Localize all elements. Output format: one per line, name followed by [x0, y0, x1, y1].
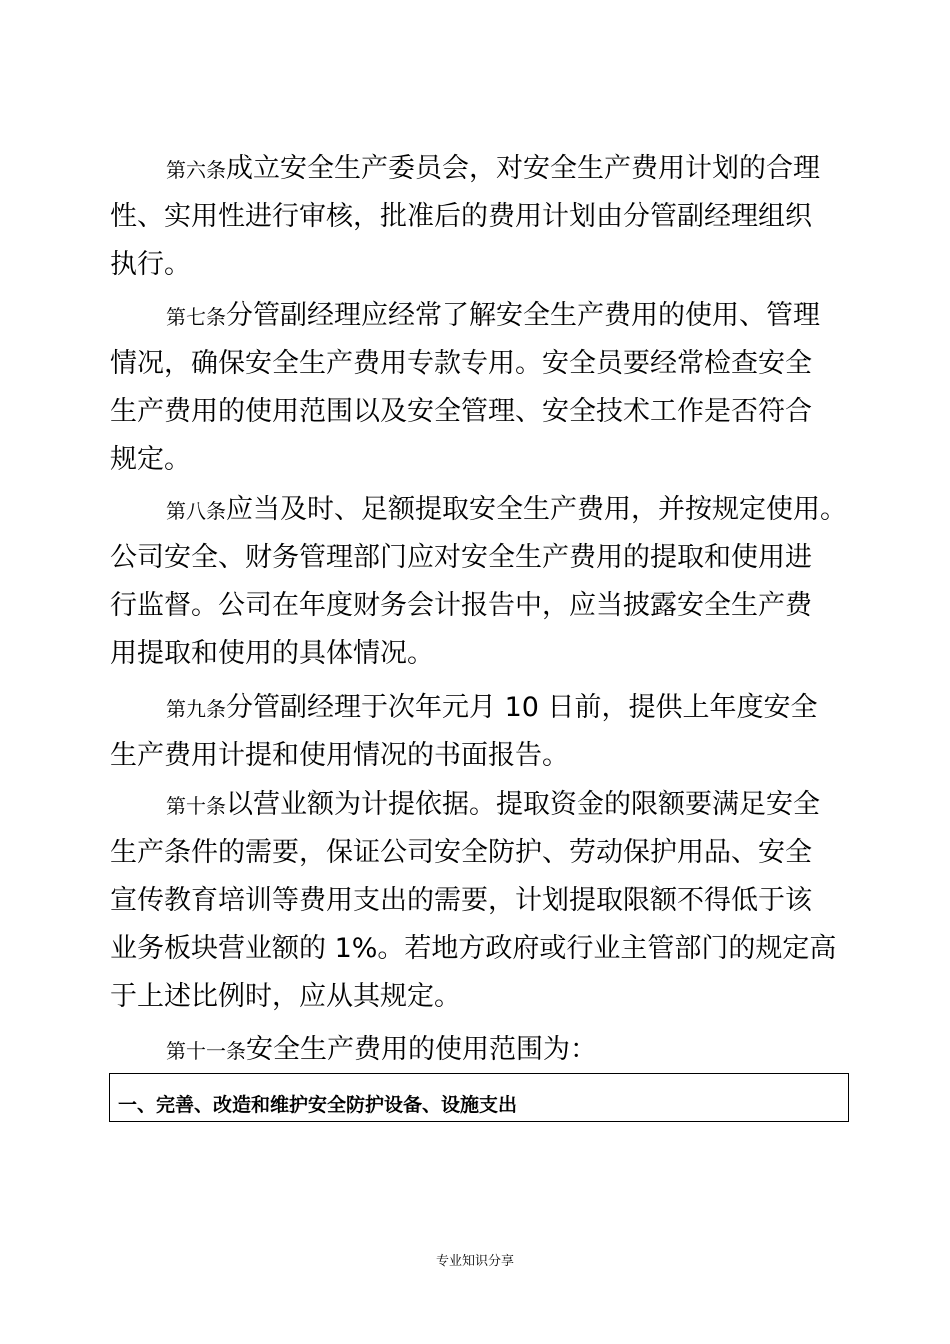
article-8-line-3: 行监督。公司在年度财务会计报告中，应当披露安全生产费 [110, 590, 812, 621]
article-10-line-3: 宣传教育培训等费用支出的需要，计划提取限额不得低于该 [110, 885, 812, 916]
article-9 [110, 684, 850, 780]
article-8-line-2: 公司安全、财务管理部门应对安全生产费用的提取和使用进 [110, 542, 812, 573]
article-9-line-2: 生产费用计提和使用情况的书面报告。 [110, 740, 569, 771]
article-10 [110, 781, 850, 1021]
article-7 [110, 292, 850, 484]
article-7-line-3: 生产费用的使用范围以及安全管理、安全技术工作是否符合 [110, 396, 812, 427]
article-9-line-1: 第九条分管副经理于次年元月 10 日前，提供上年度安全 [166, 692, 818, 723]
article-10-line-2: 生产条件的需要，保证公司安全防护、劳动保护用品、安全 [110, 837, 812, 868]
article-11-line-1: 第十一条安全生产费用的使用范围为： [166, 1034, 597, 1065]
article-10-label: 第十条 [166, 794, 226, 818]
article-8 [110, 486, 850, 678]
article-7-line-2: 情况，确保安全生产费用专款专用。安全员要经常检查安全 [110, 348, 812, 379]
table-row-text: 一、完善、改造和维护安全防护设备、设施支出 [118, 1094, 518, 1116]
article-6-line-2: 性、实用性进行审核，批准后的费用计划由分管副经理组织 [110, 201, 812, 232]
article-8-line-4: 用提取和使用的具体情况。 [110, 638, 434, 669]
article-6-label: 第六条 [166, 158, 226, 182]
usage-scope-table [109, 1073, 849, 1122]
article-6-line-1: 第六条成立安全生产委员会，对安全生产费用计划的合理 [166, 153, 820, 184]
article-7-label: 第七条 [166, 305, 226, 329]
article-11-label: 第十一条 [166, 1039, 246, 1063]
article-7-line-1: 第七条分管副经理应经常了解安全生产费用的使用、管理 [166, 300, 820, 331]
article-10-line-5: 于上述比例时，应从其规定。 [110, 981, 461, 1012]
article-8-line-1: 第八条应当及时、足额提取安全生产费用，并按规定使用。 [166, 494, 847, 525]
article-7-line-4: 规定。 [110, 444, 191, 475]
page-footer: 专业知识分享 [435, 1254, 514, 1269]
article-6 [110, 145, 850, 289]
article-11 [110, 1026, 850, 1074]
article-10-line-1: 第十条以营业额为计提依据。提取资金的限额要满足安全 [166, 789, 820, 820]
article-9-label: 第九条 [166, 697, 226, 721]
article-6-line-3: 执行。 [110, 249, 191, 280]
article-8-label: 第八条 [166, 499, 226, 523]
article-10-line-4: 业务板块营业额的 1%。若地方政府或行业主管部门的规定高 [110, 933, 837, 964]
